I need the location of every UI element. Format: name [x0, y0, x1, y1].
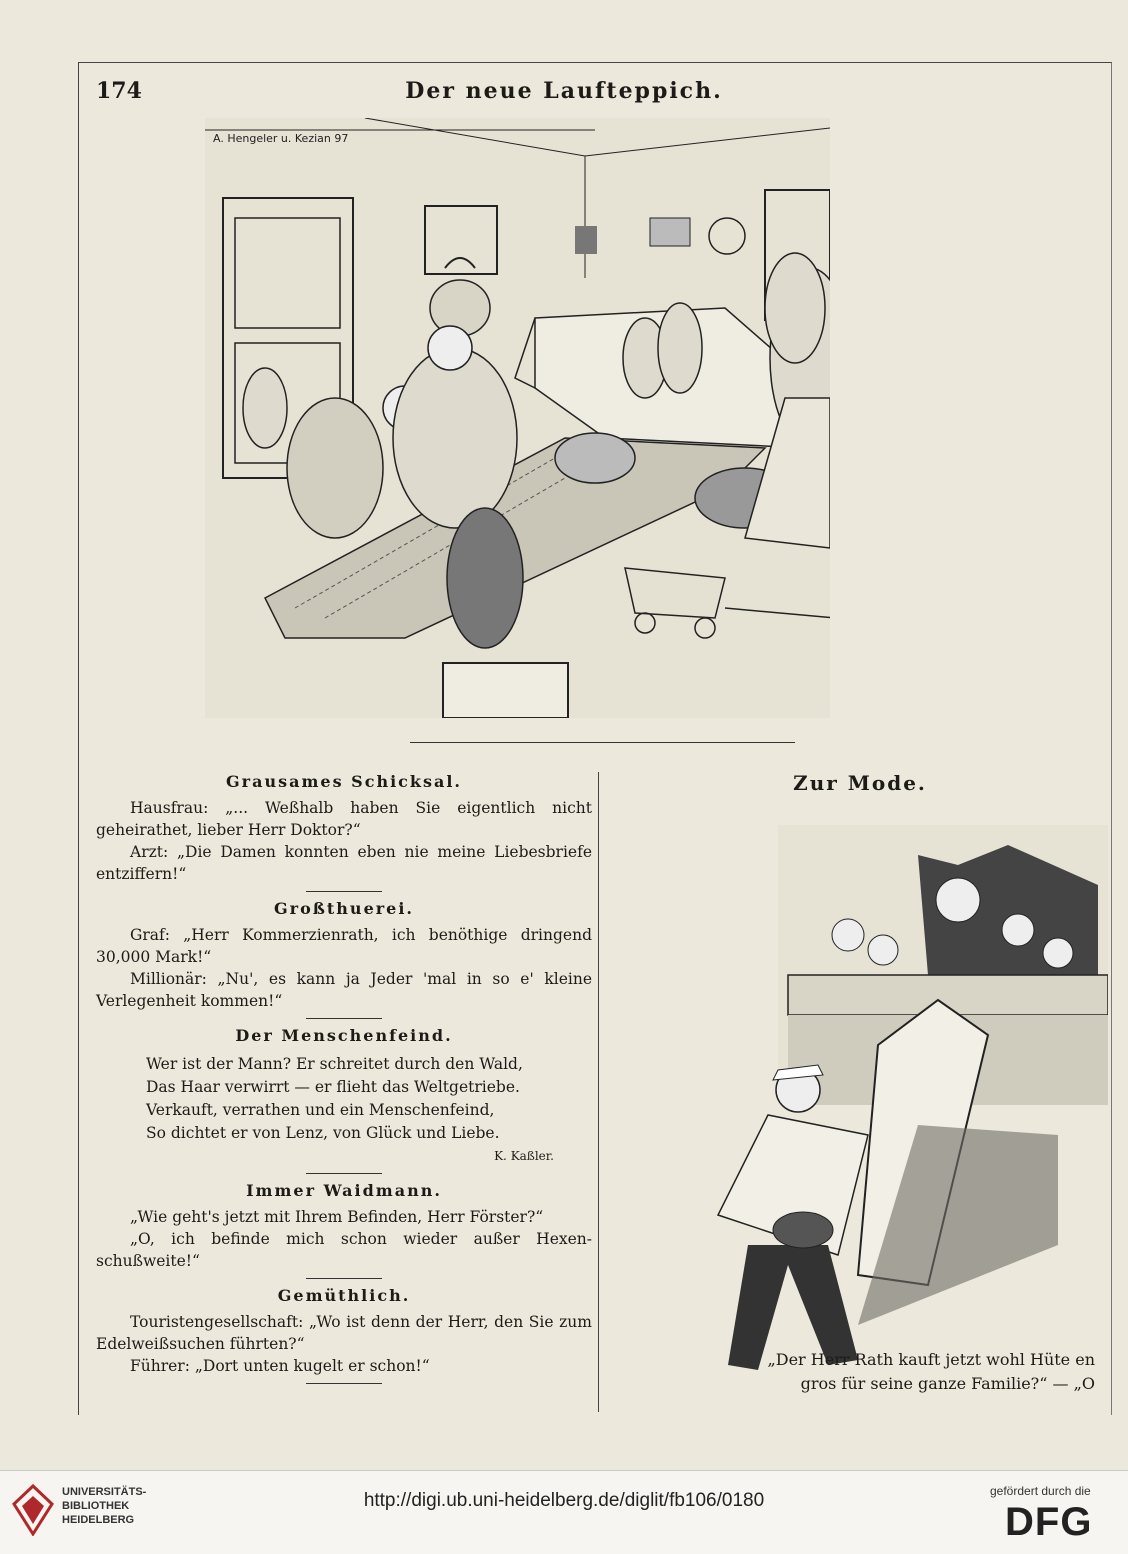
short-rule	[306, 1383, 382, 1384]
short-rule	[306, 891, 382, 892]
verse-author: K. Kaßler.	[494, 1149, 554, 1163]
verse-line: Das Haar verwirrt — er flieht das Weltgetriebe.	[146, 1078, 520, 1096]
paragraph: Graf: „Herr Kommerzienrath, ich benöthige dringend 30,000 Mark!“	[96, 926, 592, 966]
paragraph: Millionär: „Nu', es kann ja Jeder 'mal in so e' kleine Verlegenheit kommen!“	[96, 970, 592, 1010]
verse	[146, 1053, 592, 1145]
funding-label: gefördert durch die	[990, 1484, 1091, 1498]
paragraph: „O, ich befinde mich schon wieder außer Hexen-schußweite!“	[96, 1230, 592, 1270]
illustration-signature: A. Hengeler u. Kezian 97	[213, 132, 349, 145]
left-column	[96, 765, 592, 1390]
section-title: Immer Waidmann.	[246, 1181, 442, 1200]
institution-name: UNIVERSITÄTS- BIBLIOTHEK HEIDELBERG	[62, 1486, 147, 1526]
paragraph: Führer: „Dort unten kugelt er schon!“	[130, 1357, 430, 1375]
source-url-link[interactable]: http://digi.ub.uni-heidelberg.de/diglit/fb106/0180	[363, 1490, 765, 1511]
section-title: Großthuerei.	[273, 899, 414, 918]
short-rule	[306, 1173, 382, 1174]
short-rule	[306, 1018, 382, 1019]
cartoon-title: Zur Mode.	[793, 771, 927, 795]
short-rule	[306, 1278, 382, 1279]
top-illustration	[205, 118, 830, 718]
page-number: 174	[96, 78, 142, 104]
dfg-logo: DFG	[1005, 1500, 1093, 1544]
running-title: Der neue Laufteppich.	[405, 78, 723, 104]
cartoon-illustration	[628, 825, 1108, 1395]
section-title: Der Menschenfeind.	[235, 1026, 453, 1045]
paragraph: „Wie geht's jetzt mit Ihrem Befinden, Herr Förster?“	[130, 1208, 544, 1226]
verse-line: Verkauft, verrathen und ein Menschenfeind,	[146, 1101, 495, 1119]
paragraph: Hausfrau: „... Weßhalb haben Sie eigentlich nicht geheirathet, lieber Herr Doktor?“	[96, 799, 592, 839]
column-rule	[598, 772, 599, 1412]
verse-line: Wer ist der Mann? Er schreitet durch den Wald,	[146, 1055, 523, 1073]
paragraph: Arzt: „Die Damen konnten eben nie meine Liebesbriefe entziffern!“	[96, 843, 592, 883]
section-title: Grausames Schicksal.	[225, 772, 462, 791]
section-title: Gemüthlich.	[277, 1286, 411, 1305]
footer-bar	[0, 1470, 1128, 1554]
verse-line: So dichtet er von Lenz, von Glück und Liebe.	[146, 1124, 500, 1142]
separator-rule	[410, 742, 795, 743]
right-column	[610, 765, 1110, 1405]
cartoon-caption: „Der Herr Rath kauft jetzt wohl Hüte en gros für seine ganze Familie?“ — „O	[767, 1350, 1095, 1393]
paragraph: Touristengesellschaft: „Wo ist denn der Herr, den Sie zum Edelweißsuchen führten?“	[96, 1313, 592, 1353]
